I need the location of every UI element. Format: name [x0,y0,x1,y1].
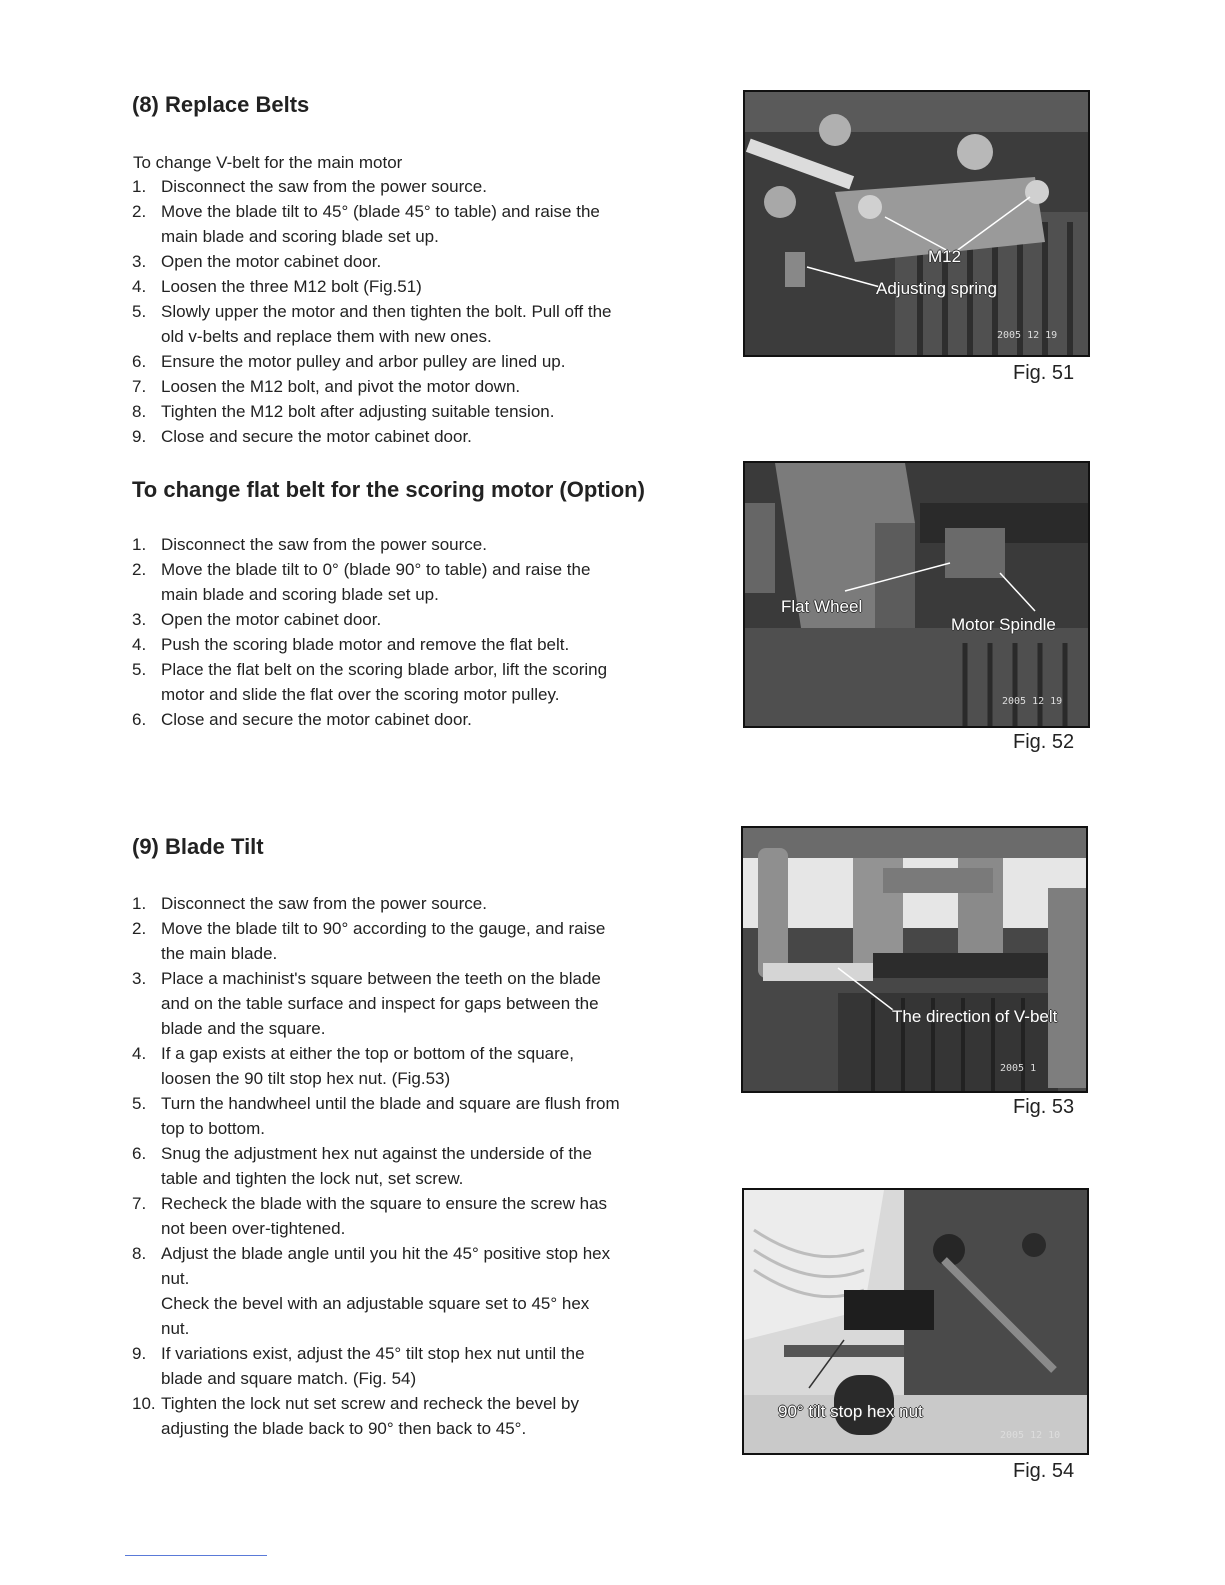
figure-caption: Fig. 54 [1013,1460,1075,1482]
section-title-blade-tilt: (9) Blade Tilt [132,834,264,859]
list-item: 2. Move the blade tilt to 90° according to the gauge, and raise the main blade. [132,919,606,963]
list-item: 5. Place the flat belt on the scoring blade arbor, lift the scoring motor and slide the flat over the scoring motor pulley. [132,660,608,704]
steps-list-flat-belt [132,532,622,732]
figure-52-photo [743,461,1090,728]
list-item: 8. Adjust the blade angle until you hit the 45° positive stop hex nut. Check the bevel with an adjustable square set to 45° hex nut. [132,1244,611,1338]
footer-divider [125,1555,267,1556]
section-intro: To change V-belt for the main motor [133,153,403,172]
list-item: 1. Disconnect the saw from the power source. [132,177,487,196]
list-item: 4. If a gap exists at either the top or bottom of the square, loosen the 90 tilt stop hex nut. (Fig.53) [132,1044,574,1088]
list-item: 1. Disconnect the saw from the power source. [132,894,487,913]
figure-label-tilt-stop-hex-nut: 90° tilt stop hex nut [778,1402,923,1421]
list-item: 8. Tighten the M12 bolt after adjusting suitable tension. [132,402,555,421]
figure-label-vbelt-direction: The direction of V-belt [892,1007,1058,1026]
machine-photo [745,463,1088,726]
section-title-flat-belt: To change flat belt for the scoring motor (Option) [132,477,645,502]
list-item: 5. Turn the handwheel until the blade and square are flush from top to bottom. [132,1094,620,1138]
figure-caption: Fig. 53 [1013,1096,1075,1118]
list-item: 6. Close and secure the motor cabinet door. [132,710,472,729]
list-item: 2. Move the blade tilt to 45° (blade 45° to table) and raise the main blade and scoring blade set up. [132,202,600,246]
photo-date-stamp: 2005 1 [1000,1063,1037,1074]
list-item: 7. Recheck the blade with the square to ensure the screw has not been over-tightened. [132,1194,608,1238]
list-item: 7. Loosen the M12 bolt, and pivot the motor down. [132,377,521,396]
section-title-replace-belts: (8) Replace Belts [132,92,310,117]
steps-list-blade-tilt [132,891,622,1441]
figure-51-photo [743,90,1090,357]
photo-date-stamp: 2005 12 19 [1002,696,1063,707]
list-item: 4. Loosen the three M12 bolt (Fig.51) [132,277,422,296]
list-item: 4. Push the scoring blade motor and remove the flat belt. [132,635,570,654]
figure-label-m12: M12 [928,247,962,266]
list-item: 3. Place a machinist's square between the teeth on the blade and on the table surface and inspect for gaps between the blade and the square. [132,969,601,1038]
machine-photo [745,92,1088,355]
list-item: 5. Slowly upper the motor and then tighten the bolt. Pull off the old v-belts and replace them with new ones. [132,302,612,346]
list-item: 6. Snug the adjustment hex nut against the underside of the table and tighten the lock nut, set screw. [132,1144,592,1188]
figure-54-photo [742,1188,1089,1455]
list-item: 1. Disconnect the saw from the power source. [132,535,487,554]
list-item: 9. Close and secure the motor cabinet door. [132,427,472,446]
list-item: 2. Move the blade tilt to 0° (blade 90° to table) and raise the main blade and scoring blade set up. [132,560,591,604]
figure-label-adjusting-spring: Adjusting spring [876,279,997,298]
figure-caption: Fig. 52 [1013,731,1075,753]
figure-53-photo [741,826,1088,1093]
list-item: 6. Ensure the motor pulley and arbor pulley are lined up. [132,352,566,371]
figure-label-flat-wheel: Flat Wheel [781,597,863,616]
steps-list-replace-belts [132,174,622,449]
list-item: 3. Open the motor cabinet door. [132,252,382,271]
figure-caption: Fig. 51 [1013,362,1075,384]
machine-photo [743,828,1086,1091]
photo-date-stamp: 2005 12 19 [997,330,1058,341]
list-item: 3. Open the motor cabinet door. [132,610,382,629]
figure-label-motor-spindle: Motor Spindle [951,615,1056,634]
list-item: 10. Tighten the lock nut set screw and recheck the bevel by adjusting the blade back to 90° then back to 45°. [132,1394,579,1438]
photo-date-stamp: 2005 12 10 [1000,1430,1061,1441]
list-item: 9. If variations exist, adjust the 45° tilt stop hex nut until the blade and square match. (Fig. 54) [132,1344,585,1388]
